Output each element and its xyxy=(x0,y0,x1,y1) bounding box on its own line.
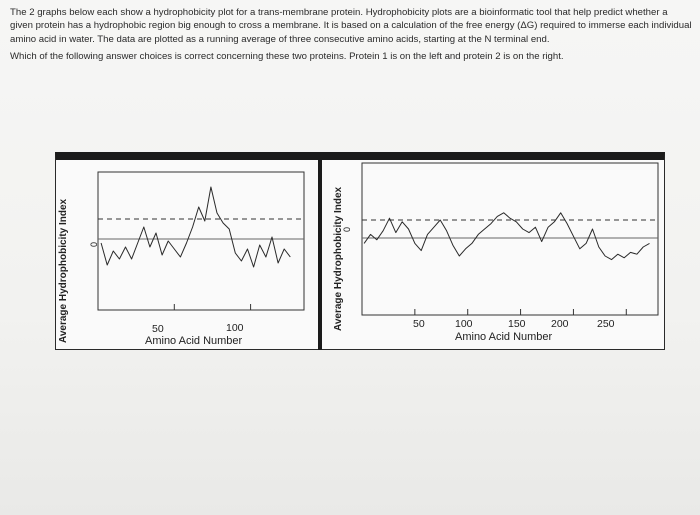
right-tick-label-150: 150 xyxy=(508,318,526,330)
right-x-axis-label: Amino Acid Number xyxy=(455,331,553,343)
left-hydrophobicity-trace xyxy=(101,187,290,267)
left-tick-label-50: 50 xyxy=(152,323,164,335)
right-plot-frame xyxy=(362,163,658,315)
left-tick-label-100: 100 xyxy=(226,322,244,334)
left-y-zero-label: 0 xyxy=(89,241,99,247)
right-y-zero-label: 0 xyxy=(342,226,352,232)
right-y-axis-label: Average Hydrophobicity Index xyxy=(333,186,344,331)
right-tick-label-200: 200 xyxy=(551,318,569,330)
left-y-axis-label: Average Hydrophobicity Index xyxy=(58,198,69,343)
right-tick-label-100: 100 xyxy=(455,318,473,330)
left-x-axis-label: Amino Acid Number xyxy=(145,335,243,347)
right-tick-label-250: 250 xyxy=(597,318,615,330)
right-tick-label-50: 50 xyxy=(413,318,425,330)
question-intro: The 2 graphs below each show a hydrophobicity plot for a trans-membrane protein. Hydrophobicity plots are a bioinformatic tool that help predict whether a given protein has a hydrophobic region big enough to cross a membrane. It is based on a calculation of the free energy (ΔG) required to immerse each individual amino acid in water. The data are plotted as a running average of three consecutive amino acids, starting at the N terminal end. xyxy=(10,7,692,45)
question-prompt: Which of the following answer choices is correct concerning these two proteins. Protein 1 is on the left and protein 2 is on the right. xyxy=(10,51,564,63)
